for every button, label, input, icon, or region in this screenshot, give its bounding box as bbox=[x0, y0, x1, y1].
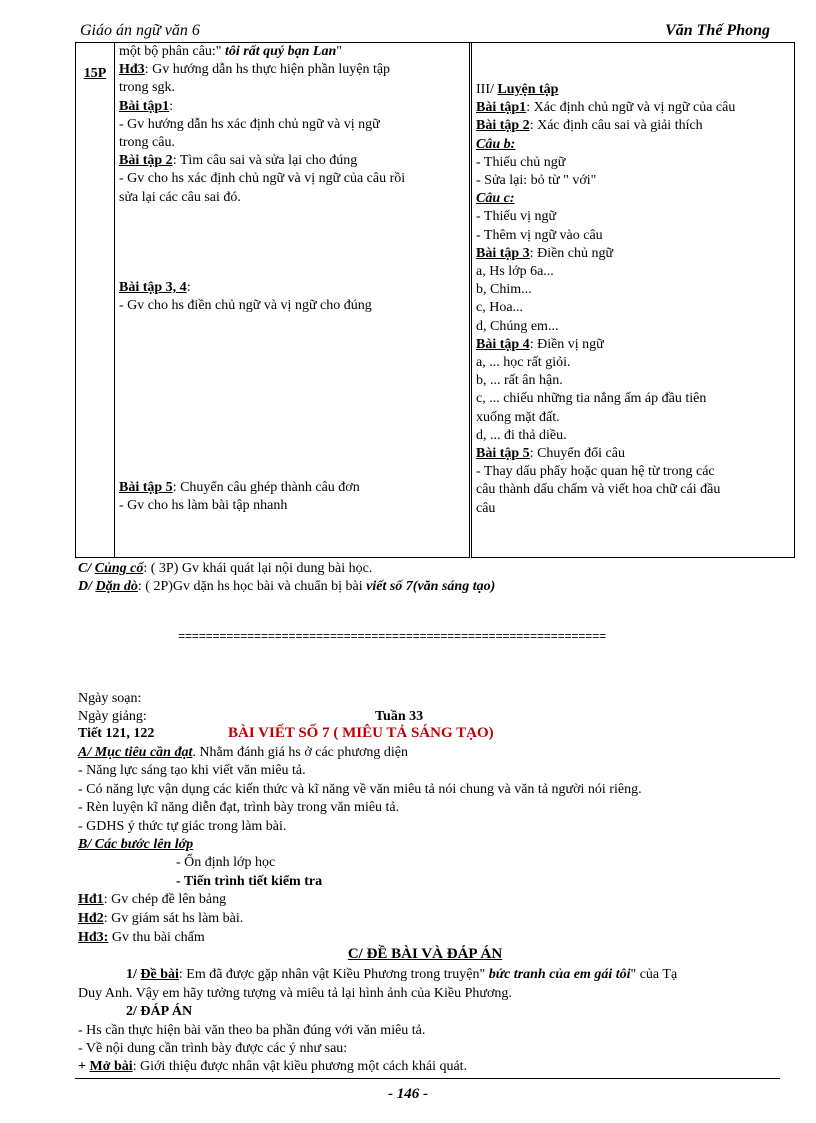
intro-line bbox=[78, 1058, 467, 1076]
sub-heading: Câu c: bbox=[476, 191, 515, 207]
text: a, ... học rất giỏi. bbox=[476, 355, 571, 371]
text: III/ bbox=[476, 82, 494, 97]
text: : Điền vị ngữ bbox=[529, 336, 604, 352]
text: - Sửa lại: bỏ từ " với" bbox=[476, 173, 597, 189]
text: - Thay dấu phẩy hoặc quan hệ từ trong các bbox=[476, 464, 715, 480]
period-label: Tiết 121, 122 bbox=[78, 726, 155, 741]
exercise-label: Bài tập 2 bbox=[119, 153, 173, 169]
text: : Tìm câu sai và sửa lại cho đúng bbox=[172, 153, 358, 169]
text: : Gv chép đề lên bảng bbox=[103, 892, 227, 907]
exercise-label: Bài tập 2 bbox=[476, 118, 530, 134]
exercise-label: Bài tập 3 bbox=[476, 245, 530, 261]
text: : Gv giám sát hs làm bài. bbox=[103, 911, 244, 926]
exercise-label: Bài tập 5 bbox=[476, 446, 530, 462]
text: : Em đã được gặp nhân vật Kiều Phương trong truyện" bbox=[178, 967, 486, 982]
section-title: Luyện tập bbox=[497, 82, 559, 97]
text: - Thêm vị ngữ vào câu bbox=[476, 227, 603, 243]
lesson-title: BÀI VIẾT SỐ 7 ( MIÊU TẢ SÁNG TẠO) bbox=[228, 725, 494, 741]
text: : Chuyển câu ghép thành câu đơn bbox=[172, 480, 360, 496]
text: b, Chim... bbox=[476, 282, 532, 298]
homework-line bbox=[78, 578, 495, 596]
text: - Gv cho hs điền chủ ngữ và vị ngữ cho đúng bbox=[119, 298, 372, 314]
exam-heading bbox=[330, 946, 520, 963]
text: trong sgk. bbox=[119, 80, 175, 96]
section-label: Dặn dò bbox=[95, 579, 138, 594]
text: b, ... rất ân hận. bbox=[476, 373, 563, 389]
exercise-label: Bài tập 4 bbox=[476, 336, 530, 352]
text: : ( 3P) Gv khái quát lại nội dung bài học. bbox=[143, 561, 373, 576]
answer-heading: 2/ ĐÁP ÁN bbox=[126, 1004, 193, 1019]
time-label: 15P bbox=[83, 66, 107, 81]
text: câu bbox=[476, 500, 496, 516]
exam-prompt-line2: Duy Anh. Vậy em hãy tưởng tượng và miêu tả lại hình ảnh của Kiều Phương. bbox=[78, 986, 512, 1001]
text: : Điền chủ ngữ bbox=[529, 245, 614, 261]
exercise-label: Bài tập1 bbox=[476, 100, 527, 116]
objectives-heading bbox=[78, 744, 408, 762]
story-title: bức tranh của em gái tôi bbox=[488, 967, 631, 982]
exercise-label: Bài tập 5 bbox=[119, 480, 173, 496]
section-label: A/ Mục tiêu cần đạt bbox=[78, 745, 193, 760]
text: xuống mặt đất. bbox=[476, 409, 560, 425]
objective-item: - Rèn luyện kĩ năng diễn đạt, trình bày trong văn miêu tả. bbox=[78, 800, 400, 815]
text: sửa lại các câu sai đó. bbox=[119, 189, 241, 205]
objective-item: - Có năng lực vận dụng các kiến thức và kĩ năng về văn miêu tả nói chung và văn tả người nói riêng. bbox=[78, 782, 642, 797]
text: câu thành dấu chấm và viết hoa chữ cái đầu bbox=[476, 482, 721, 498]
header-right: Văn Thế Phong bbox=[665, 22, 770, 39]
step-item: - Ổn định lớp học bbox=[176, 855, 276, 870]
text: - Thiếu chủ ngữ bbox=[476, 154, 566, 170]
text: . Nhằm đánh giá hs ở các phương diện bbox=[192, 745, 408, 760]
text: - Gv cho hs xác định chủ ngữ và vị ngữ của câu rồi bbox=[119, 171, 406, 187]
text: - Gv hướng dẫn hs xác định chủ ngữ và vị ngữ bbox=[119, 116, 380, 132]
activity-line bbox=[78, 910, 243, 928]
sub-heading: Câu b: bbox=[476, 136, 516, 152]
activity-label: Hđ2 bbox=[78, 911, 104, 926]
text: - Gv cho hs làm bài tập nhanh bbox=[119, 498, 288, 514]
exam-prompt bbox=[126, 966, 677, 984]
text: c, Hoa... bbox=[476, 300, 524, 316]
exercise-label: Bài tập 3, 4 bbox=[119, 279, 187, 295]
page-header bbox=[78, 20, 772, 43]
text: d, ... đi thả diều. bbox=[476, 427, 567, 443]
objective-item: - Năng lực sáng tạo khi viết văn miêu tả. bbox=[78, 763, 306, 778]
text: Gv thu bài chấm bbox=[108, 930, 205, 945]
lesson-table bbox=[75, 42, 795, 558]
text: d, Chúng em... bbox=[476, 318, 559, 334]
page-number: - 146 - bbox=[388, 1086, 428, 1102]
text: D/ bbox=[78, 579, 92, 594]
activity-label: Hđ3: bbox=[78, 930, 109, 945]
text: - Thiếu vị ngữ bbox=[476, 209, 557, 225]
separator: ============================================================== bbox=[178, 630, 606, 644]
time-cell bbox=[76, 43, 115, 558]
footer-rule bbox=[75, 1078, 780, 1079]
teach-date: Ngày giảng: bbox=[78, 709, 147, 724]
text: viết số 7(văn sáng tạo) bbox=[366, 579, 496, 594]
answer-item: - Hs cần thực hiện bài văn theo ba phần đúng với văn miêu tả. bbox=[78, 1023, 426, 1038]
activity-label: Hđ1 bbox=[78, 892, 104, 907]
text: C/ bbox=[78, 561, 92, 576]
text: một bộ phân câu:" bbox=[119, 44, 222, 59]
example-sentence: tôi rất quý bạn Lan bbox=[225, 44, 337, 59]
text: : Xác định chủ ngữ và vị ngữ của câu bbox=[526, 100, 736, 116]
text: a, Hs lớp 6a... bbox=[476, 264, 554, 280]
text: : Xác định câu sai và giải thích bbox=[529, 118, 703, 134]
section-label: Củng cố bbox=[94, 561, 144, 576]
header-left: Giáo án ngữ văn 6 bbox=[80, 22, 200, 39]
text: : Giới thiệu được nhân vật kiều phương một cách khái quát. bbox=[132, 1059, 468, 1074]
prep-date: Ngày soạn: bbox=[78, 691, 142, 706]
text: " của Tạ bbox=[630, 967, 678, 982]
text: : Gv hướng dẫn hs thực hiện phần luyện tập bbox=[144, 62, 391, 78]
section-label: Đề bài bbox=[140, 967, 179, 982]
text: C/ ĐỀ BÀI VÀ ĐÁP ÁN bbox=[347, 946, 503, 962]
activity-line bbox=[78, 929, 205, 947]
text: : Chuyển đổi câu bbox=[529, 446, 625, 462]
consolidation-line bbox=[78, 560, 372, 578]
teacher-activity-cell bbox=[115, 43, 471, 558]
content-cell bbox=[471, 43, 795, 558]
text: : ( 2P)Gv dặn hs học bài và chuẩn bị bài bbox=[137, 579, 363, 594]
steps-heading: B/ Các bước lên lớp bbox=[78, 837, 194, 852]
text: : bbox=[186, 279, 191, 295]
text: trong câu. bbox=[119, 135, 175, 151]
objective-item: - GDHS ý thức tự giác trong làm bài. bbox=[78, 819, 287, 834]
text: : bbox=[169, 98, 174, 114]
exercise-label: Bài tập1 bbox=[119, 98, 170, 114]
week-label: Tuần 33 bbox=[375, 709, 424, 724]
text: 1/ bbox=[126, 967, 137, 982]
answer-item: - Về nội dung cần trình bày được các ý như sau: bbox=[78, 1041, 348, 1056]
text: " bbox=[336, 44, 342, 59]
activity-line bbox=[78, 891, 226, 909]
step-item: - Tiến trình tiết kiểm tra bbox=[176, 874, 323, 889]
section-label: Mở bài bbox=[89, 1059, 133, 1074]
activity-label: Hđ3 bbox=[119, 62, 145, 78]
text: + bbox=[78, 1059, 86, 1074]
text: c, ... chiếu những tia nắng ấm áp đầu tiên bbox=[476, 391, 707, 407]
